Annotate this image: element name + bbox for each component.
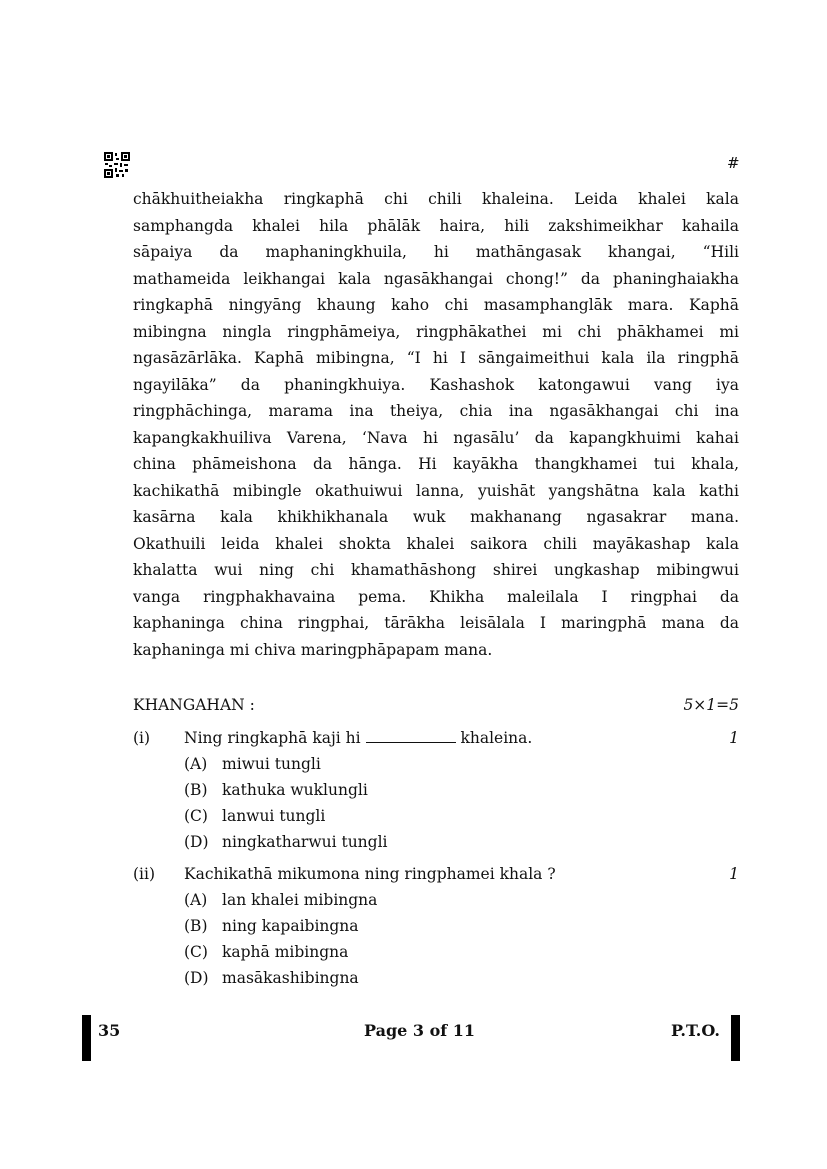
passage-line: sāpaiya da maphaningkhuila, hi mathāngasak khangai, “Hili [133, 243, 739, 261]
question-number: (i) [133, 729, 151, 747]
passage-line: kaphaninga mi chiva maringphāpapam mana. [133, 640, 493, 659]
section-marks: 5×1=5 [683, 696, 739, 714]
passage-line: khalatta wui ning chi khamathāshong shirei ungkashap mibingwui [133, 561, 739, 579]
option-item: (C) lanwui tungli [184, 807, 326, 825]
option-item: (A) miwui tungli [184, 755, 321, 773]
passage-line: ngasāzārlāka. Kaphā mibingna, “I hi I sāngaimeithui kala ila ringphā [133, 349, 739, 367]
footer-right-bar [731, 1015, 740, 1061]
question-number: (ii) [133, 865, 156, 883]
option-item: (A) lan khalei mibingna [184, 891, 378, 909]
question-text: Ning ringkaphā kaji hi khaleina. [184, 729, 533, 747]
passage-line: kasārna kala khikhikhanala wuk makhanang ngasakrar mana. [133, 508, 739, 526]
passage-line: kachikathā mibingle okathuiwui lanna, yuishāt yangshātna kala kathi [133, 481, 739, 500]
passage-line: chākhuitheiakha ringkaphā chi chili khaleina. Leida khalei kala [133, 190, 739, 208]
passage-line: kaphaninga china ringphai, tārākha leisālala I maringphā mana da [133, 614, 739, 632]
passage-line: samphangda khalei hila phālāk haira, hili zakshimeikhar kahaila [133, 216, 739, 235]
paper-code: 35 [98, 1021, 121, 1040]
passage-line: mibingna ningla ringphāmeiya, ringphākathei mi chi phākhamei mi [133, 322, 739, 341]
question-text: Kachikathā mikumona ning ringphamei khala ? [184, 865, 556, 883]
pto-label: P.T.O. [671, 1021, 720, 1040]
passage-line: vanga ringphakhavaina pema. Khikha maleilala I ringphai da [133, 587, 739, 606]
passage-line: mathameida leikhangai kala ngasākhangai chong!” da phaninghaiakha [133, 269, 739, 288]
option-item: (D) ningkatharwui tungli [184, 833, 388, 851]
option-item: (B) kathuka wuklungli [184, 781, 368, 799]
question-mark: 1 [729, 865, 739, 883]
passage-line: ringkaphā ningyāng khaung kaho chi masamphanglāk mara. Kaphā [133, 296, 739, 314]
answer-blank [366, 729, 456, 743]
section-label: KHANGAHAN : [133, 696, 255, 714]
option-item: (C) kaphā mibingna [184, 943, 349, 961]
option-item: (D) masākashibingna [184, 969, 359, 987]
passage-line: ngayilāka” da phaningkhuiya. Kashashok katongawui vang iya [133, 375, 739, 394]
passage-line: Okathuili leida khalei shokta khalei saikora chili mayākashap kala [133, 534, 739, 553]
page-marker: # [727, 154, 740, 172]
qr-code-icon [104, 152, 130, 178]
passage-line: ringphāchinga, marama ina theiya, chia ina ngasākhangai chi ina [133, 402, 739, 420]
footer-left-bar [82, 1015, 91, 1061]
page-number: Page 3 of 11 [364, 1021, 475, 1040]
option-item: (B) ning kapaibingna [184, 917, 359, 935]
passage-line: kapangkakhuiliva Varena, ‘Nava hi ngasālu’ da kapangkhuimi kahai [133, 428, 739, 447]
passage [133, 186, 739, 663]
passage-line: china phāmeishona da hānga. Hi kayākha thangkhamei tui khala, [133, 455, 739, 473]
question-mark: 1 [729, 729, 739, 747]
